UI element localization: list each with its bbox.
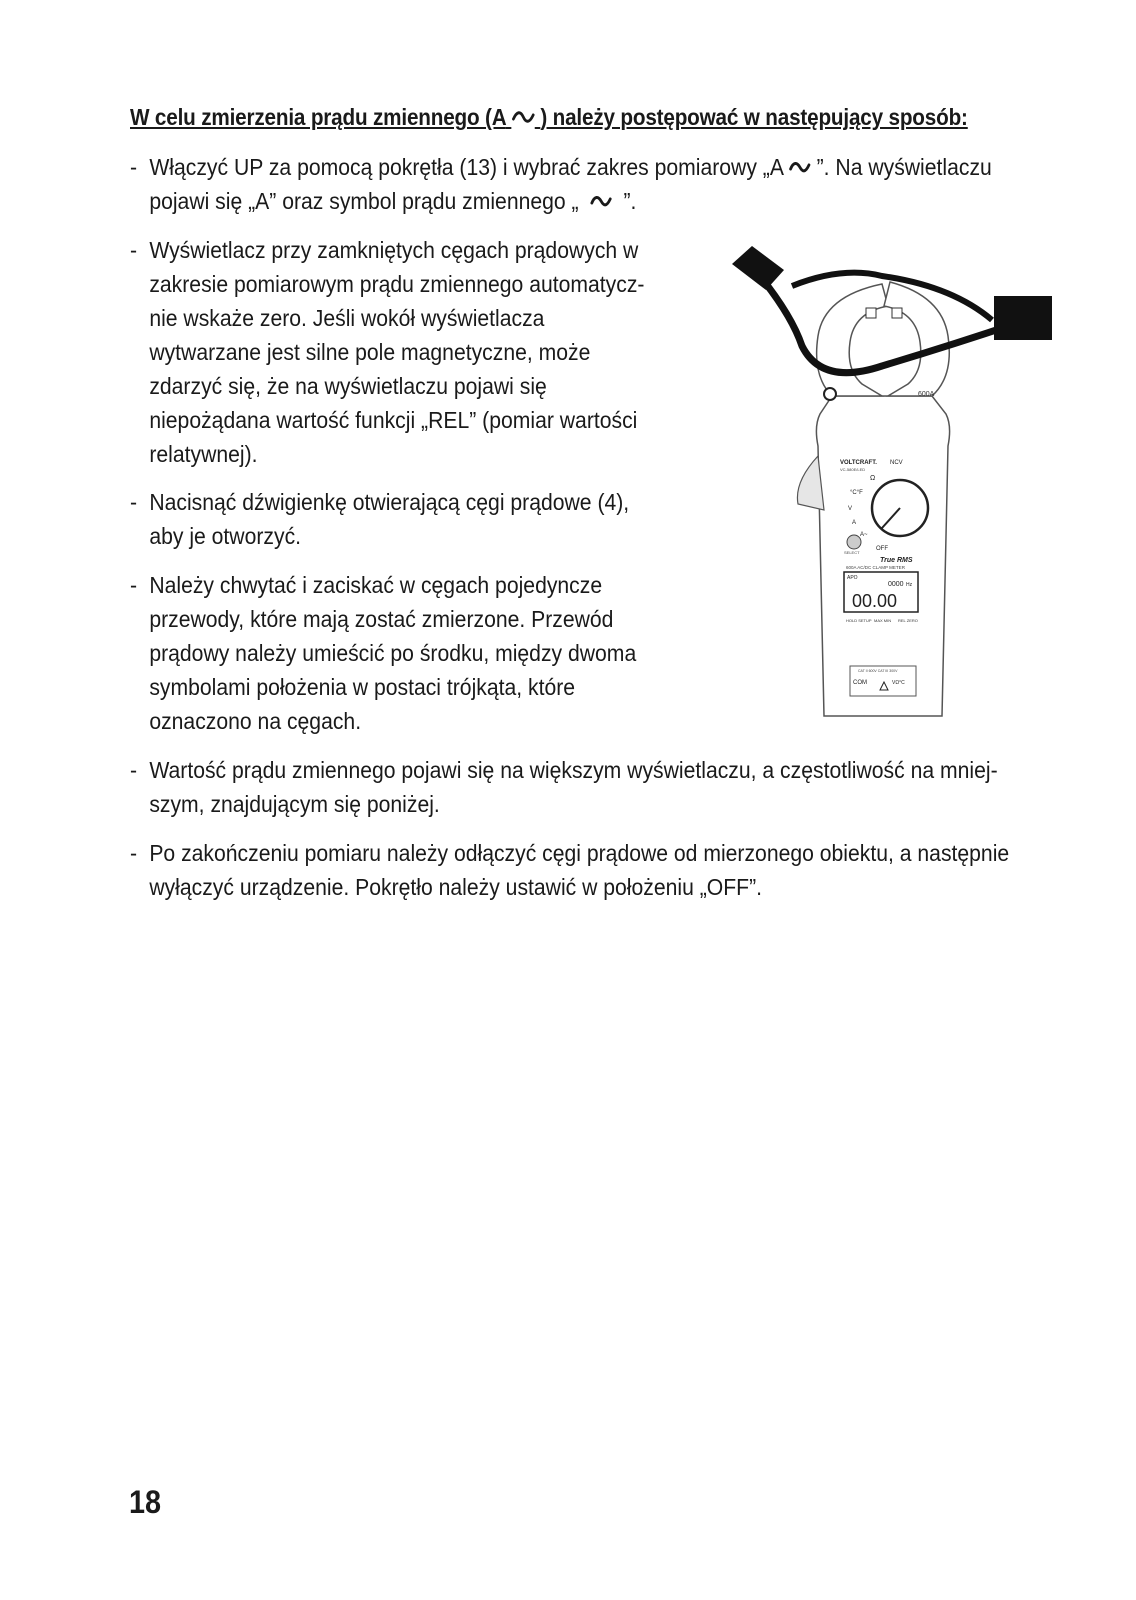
- heading-text-before: W celu zmierzenia prądu zmiennego (A: [130, 104, 506, 130]
- list-text: Włączyć UP za pomocą pokrętła (13) i wybrać zakres pomiarowy „A: [149, 154, 783, 180]
- list-line: relatywnej).: [149, 441, 258, 467]
- bullet-dash: -: [130, 489, 138, 515]
- dial-label-temp: °C°F: [850, 490, 863, 496]
- list-line: Wyświetlacz przy zamkniętych cęgach prądowych w: [149, 237, 639, 263]
- cat-rating: CAT II 600V CAT III 300V: [858, 669, 898, 673]
- apo-label: APO: [847, 575, 858, 581]
- list-line: szym, znajdującym się poniżej.: [149, 791, 440, 817]
- ac-wave-icon: [789, 161, 811, 174]
- main-reading: 00.00: [852, 591, 898, 611]
- ac-wave-icon: [511, 110, 534, 124]
- com-jack-label: COM: [853, 680, 867, 686]
- max-min-button: MAX MIN: [874, 618, 892, 623]
- select-label: SELECT: [844, 550, 860, 555]
- jaw-marker: [866, 308, 876, 318]
- list-line: Należy chwytać i zaciskać w cęgach pojedyncze: [149, 572, 603, 598]
- select-button: [847, 535, 861, 549]
- sub-unit: Hz: [906, 582, 913, 588]
- true-rms-label: True RMS: [880, 557, 913, 564]
- bullet-dash: -: [130, 154, 138, 180]
- brand-label: VOLTCRAFT.: [840, 460, 877, 466]
- plus-icon: [824, 388, 836, 400]
- model-label: VC-580E/LED: [840, 467, 866, 472]
- list-text: ”.: [623, 188, 637, 214]
- list-text: ”. Na wyświetlaczu: [816, 154, 992, 180]
- cable-end: [994, 296, 1052, 340]
- list-text: pojawi się „A” oraz symbol prądu zmiennego „: [149, 188, 579, 214]
- cable-end: [732, 246, 784, 290]
- list-line: przewody, które mają zostać zmierzone. Przewód: [149, 606, 614, 632]
- list-line: nie wskaże zero. Jeśli wokół wyświetlacza: [149, 305, 545, 331]
- list-line: niepożądana wartość funkcji „REL” (pomiar wartości: [149, 407, 638, 433]
- page-number: 18: [129, 1484, 162, 1520]
- list-line: prądowy należy umieścić po środku, między dwoma: [149, 640, 637, 666]
- list-line: symbolami położenia w postaci trójkąta, które: [149, 674, 576, 700]
- jaw-marker: [892, 308, 902, 318]
- bullet-dash: -: [130, 840, 138, 866]
- clamp-meter-illustration: [732, 246, 1054, 738]
- list-line: zakresie pomiarowym prądu zmiennego automatycz-: [149, 271, 645, 297]
- meter-description: 600A AC/DC CLAMP METER: [846, 565, 905, 570]
- list-line: [149, 184, 995, 218]
- dial-label-ohm: Ω: [870, 475, 876, 482]
- jaw-rating: 600A: [918, 391, 935, 398]
- clamp-jaw: [884, 282, 949, 396]
- list-line: Nacisnąć dźwigienkę otwierającą cęgi prądowe (4),: [149, 489, 630, 515]
- ncv-label: NCV: [890, 460, 903, 466]
- v-jack-label: VΩ°C: [892, 680, 905, 686]
- section-heading: [130, 104, 968, 131]
- heading-text-after: ) należy postępować w następujący sposób:: [540, 104, 968, 130]
- clamp-jaw: [817, 284, 888, 396]
- list-line: Wartość prądu zmiennego pojawi się na większym wyświetlaczu, a częstotliwość na mniej-: [149, 757, 998, 783]
- list-line: wyłączyć urządzenie. Pokrętło należy ustawić w położeniu „OFF”.: [149, 874, 763, 900]
- ac-wave-icon: [590, 195, 612, 208]
- list-line: oznaczono na cęgach.: [149, 708, 362, 734]
- dial-label-off: OFF: [876, 546, 888, 552]
- list-line: wytwarzane jest silne pole magnetyczne, może: [149, 339, 591, 365]
- sub-reading: 0000: [888, 581, 904, 588]
- list-line: zdarzyć się, że na wyświetlaczu pojawi się: [149, 373, 547, 399]
- dial-label-volt: V: [848, 506, 853, 512]
- rel-zero-button: REL ZERO: [898, 618, 918, 623]
- dial-label-amp-ac: A~: [860, 532, 868, 538]
- dial-label-amp-dc: A: [852, 520, 857, 526]
- list-line: Po zakończeniu pomiaru należy odłączyć cęgi prądowe od mierzonego obiektu, a następnie: [149, 840, 1010, 866]
- hold-setup-button: HOLD SETUP: [846, 618, 872, 623]
- bullet-dash: -: [130, 572, 138, 598]
- list-line: aby je otworzyć.: [149, 523, 302, 549]
- bullet-dash: -: [130, 757, 138, 783]
- bullet-dash: -: [130, 237, 138, 263]
- list-line: [149, 150, 995, 184]
